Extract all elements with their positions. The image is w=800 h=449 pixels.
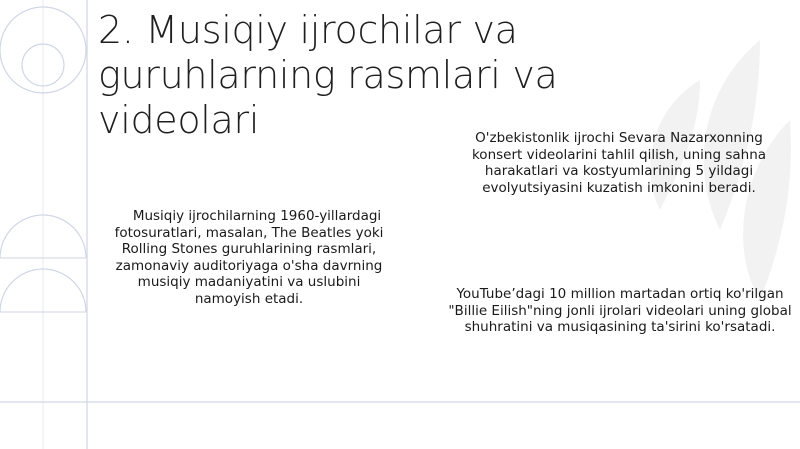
paragraph-right-bottom: YouTube’dagi 10 million martadan ortiq ko'rilgan "Billie Eilish"ning jonli ijrolari videolari uning global shuhratini va musiqasining ta'sirini ko'rsatadi.: [448, 286, 792, 335]
slide-title: 2. Musiqiy ijrochilar va guruhlarning rasmlari va videolari: [98, 8, 558, 142]
paragraph-left: Musiqiy ijrochilarning 1960-yillardagi fotosuratlari, masalan, The Beatles yoki Rolling Stones guruhlarining rasmlari, zamonaviy auditoriyaga o'sha davrning musiqiy madaniyatini va uslubini namoyish etadi.: [114, 208, 384, 307]
paragraph-right-top: O'zbekistonlik ijrochi Sevara Nazarxonning konsert videolarini tahlil qilish, uning sahna harakatlari va kostyumlarining 5 yildagi evolyutsiyasini kuzatish imkonini beradi.: [471, 130, 767, 196]
